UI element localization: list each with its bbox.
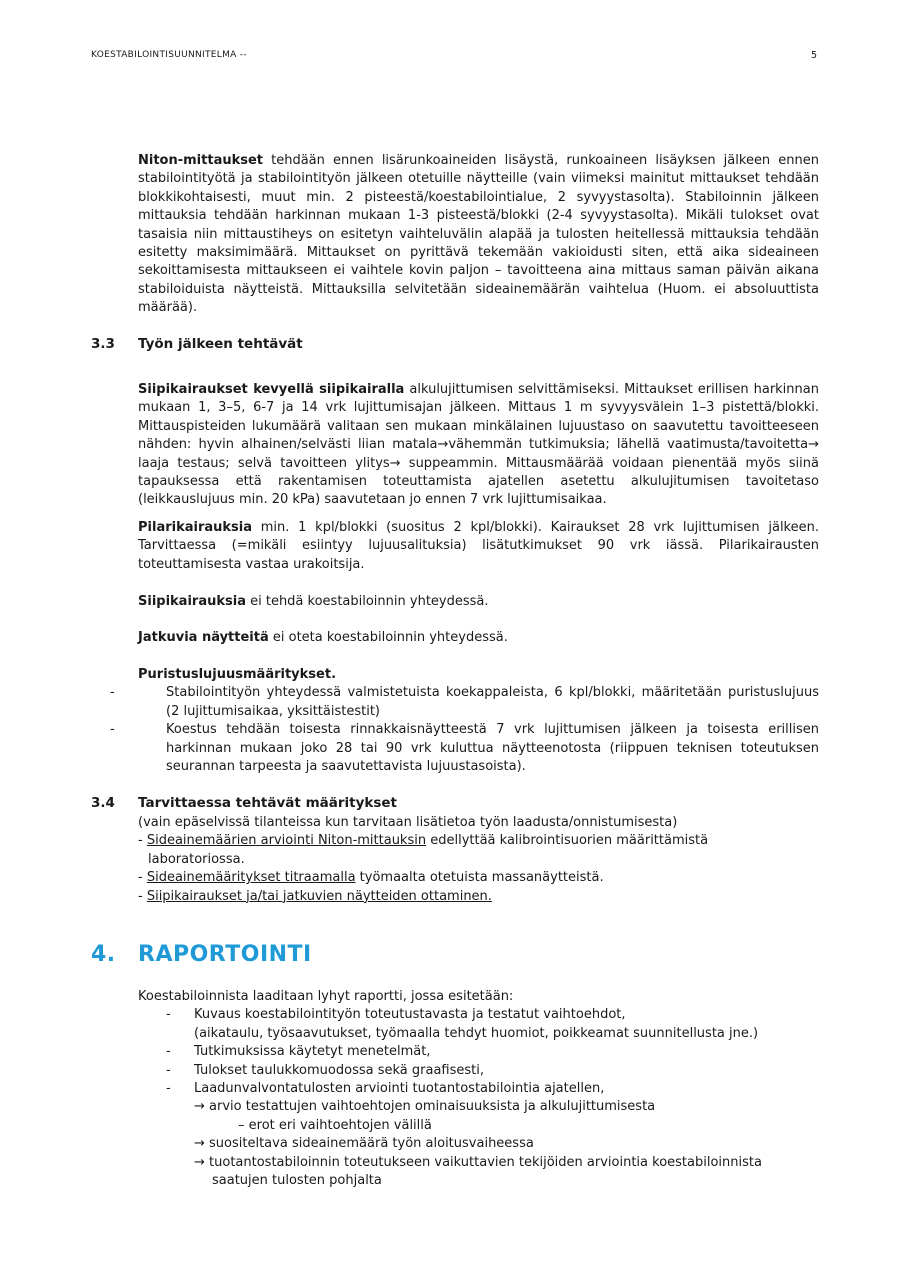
list-item-text: edellyttää kalibrointisuorien määrittämistä [426, 833, 709, 849]
arrow-item: → arvio testattujen vaihtoehtojen ominaisuuksista ja alkulujittumisesta [194, 1099, 656, 1115]
arrow-item-continuation: saatujen tulosten pohjalta [212, 1173, 382, 1189]
bullet-dash: - [166, 1081, 171, 1097]
puristus-section [110, 666, 819, 776]
bullet-dash: - [110, 722, 115, 738]
arrow-item: → tuotantostabiloinnin toteutukseen vaikuttavien tekijöiden arviointia koestabiloinnista [194, 1154, 762, 1170]
jatkuvia-paragraph [138, 629, 819, 647]
arrow-subitem: – erot eri vaihtoehtojen välillä [238, 1117, 432, 1133]
list-item-text: työmaalta otetuista massanäytteistä. [355, 870, 604, 886]
arrow-item: → suositeltava sideainemäärä työn aloitusvaiheessa [194, 1136, 534, 1152]
list-item [138, 888, 819, 906]
running-header: KOESTABILOINTISUUNNITELMA -- [91, 50, 247, 60]
section-3-4-heading [91, 795, 397, 811]
bullet-dash: - [166, 1062, 171, 1078]
jatkuvia-term: Jatkuvia näytteitä [138, 630, 269, 645]
list-item-text: Stabilointityön yhteydessä valmistetuista koekappaleista, 6 kpl/blokki, määritetään puristuslujuus (2 lujittumisaikaa, yksittäistestit) [166, 685, 819, 719]
list-item [110, 721, 819, 776]
bullet-dash: - [110, 685, 115, 701]
list-item [138, 1006, 819, 1043]
section-title: Tarvittaessa tehtävät määritykset [138, 795, 398, 811]
niton-text: tehdään ennen lisärunkoaineiden lisäystä, runkoaineen lisäyksen jälkeen ennen stabilointityötä ja stabilointityön jälkeen otetuille näytteille (vain viimeksi mainitut mittaukset tehdään blokkikohtaisesti, muut min. 2 pisteestä/koestabilointialue, 2 syvyystasolta). Stabiloinnin jälkeen mittauksia tehdään harkinnan mukaan 1-3 pisteestä/blokki (2-4 syvyystasolta). Mikäli tulokset ovat tasaisia niin mittaustiheys on esitetyn vaihteluvälin alapää ja tulosten heitellessä mittauksia tehdään esitetty maksimimäärä. Mittaukset on pyrittävä tekemään vakioidusti siten, että aika sideaineen sekoittamisesta mittaukseen ei vaihtele kovin paljon – tavoitteena aina mittaus saman päivän aikana stabiloiduista näytteistä. Mittauksilla selvitetään sideainemäärän vaihtelua (Huom. ei absoluuttista määrää). [138, 153, 819, 316]
pilarikairaus-text: min. 1 kpl/blokki (suositus 2 kpl/blokki). Kairaukset 28 vrk lujittumisen jälkeen. Tarvittaessa (=mikäli esiintyy lujuusalituksia) lisätutkimukset 90 vrk iässä. Pilarikairausten toteuttamisesta vastaa urakoitsija. [138, 520, 819, 572]
list-item-text: Tulokset taulukkomuodossa sekä graafisesti, [194, 1062, 484, 1078]
list-item-text: Laadunvalvontatulosten arviointi tuotantostabilointia ajatellen, [194, 1081, 605, 1097]
bullet-dash: - [138, 833, 147, 849]
pilarikairaus-paragraph [138, 519, 819, 574]
niton-paragraph [138, 152, 819, 318]
list-item [138, 1043, 819, 1061]
bullet-dash: - [138, 870, 147, 886]
section-3-3-heading [91, 336, 303, 352]
section-number: 4. [91, 942, 116, 967]
siipikairaus-text: alkulujittumisen selvittämiseksi. Mittaukset erillisen harkinnan mukaan 1, 3–5, 6-7 ja 14 vrk lujittumisajan jälkeen. Mittaus 1 m syvyysvälein 1–3 pistettä/blokki. Mittauspisteiden lukumäärä valitaan sen mukaan minkälainen lujuustaso on saavutettu tavoitteeseen nähden: hyvin alhainen/selvästi liian matala→vähemmän tutkimuksia; lähellä vaatimusta/tavoitetta→ laaja testaus; selvä tavoitteen ylitys→ suppeammin. Mittausmäärää voidaan pienentää myös siinä tapauksessa että rakentamisen toteuttamista ajatellen asetettu alkulujitumisen tavoitetaso (leikkauslujuus min. 20 kPa) saavutetaan jo ennen 7 vrk lujittumisaikaa. [138, 382, 819, 508]
niton-method-link[interactable]: Sideainemäärien arviointi Niton-mittauksin [146, 833, 427, 849]
list-item [138, 1062, 819, 1080]
section-title: RAPORTOINTI [138, 942, 312, 967]
section-4-heading [91, 942, 312, 967]
section-4-body [138, 988, 819, 1190]
list-item [138, 1080, 819, 1098]
section-3-4-intro: (vain epäselvissä tilanteissa kun tarvitaan lisätietoa työn laadusta/onnistumisesta) [138, 815, 678, 830]
list-item [138, 832, 819, 850]
pilarikairaus-term: Pilarikairauksia [138, 520, 253, 535]
list-item-text: Koestus tehdään toisesta rinnakkaisnäytteestä 7 vrk lujittumisen jälkeen ja toisesta erillisen harkinnan mukaan joko 28 tai 90 vrk kuluttua näytteenotosta (riippuen teknisen toteutuksen seurannan tarpeesta ja saavutettavista lujuustasoista). [166, 722, 819, 775]
section-number: 3.4 [91, 795, 115, 811]
section-3-4-body [138, 814, 819, 906]
section-title: Työn jälkeen tehtävät [138, 336, 303, 352]
list-item [138, 869, 819, 887]
jatkuvia-text: ei oteta koestabiloinnin yhteydessä. [268, 630, 508, 645]
bullet-dash: - [166, 1007, 171, 1023]
section-4-intro: Koestabiloinnista laaditaan lyhyt raportti, jossa esitetään: [138, 989, 514, 1004]
page-number: 5 [811, 50, 818, 61]
siipikairaus-term: Siipikairaukset kevyellä siipikairalla [138, 382, 405, 397]
titration-link[interactable]: Sideainemääritykset titraamalla [146, 870, 356, 886]
list-item-text: Kuvaus koestabilointityön toteutustavasta ja testatut vaihtoehdot, [194, 1007, 626, 1023]
siipikairauksia-paragraph [138, 593, 819, 611]
list-item-continuation: laboratoriossa. [148, 851, 245, 867]
bullet-dash: - [138, 888, 147, 904]
sampling-link[interactable]: Siipikairaukset ja/tai jatkuvien näytteiden ottaminen. [146, 888, 492, 904]
list-item [110, 684, 819, 721]
siipikairauksia-text: ei tehdä koestabiloinnin yhteydessä. [245, 594, 489, 609]
siipikairaus-paragraph [138, 381, 819, 510]
puristus-list [82, 684, 819, 776]
list-item-continuation: (aikataulu, työsaavutukset, työmaalla tehdyt huomiot, poikkeamat suunnitellusta jne.) [194, 1025, 759, 1041]
puristus-title: Puristuslujuusmääritykset. [138, 667, 337, 682]
niton-term: Niton-mittaukset [138, 153, 264, 168]
section-number: 3.3 [91, 336, 115, 352]
siipikairauksia-term: Siipikairauksia [138, 594, 246, 609]
list-item-text: Tutkimuksissa käytetyt menetelmät, [194, 1044, 431, 1060]
bullet-dash: - [166, 1044, 171, 1060]
